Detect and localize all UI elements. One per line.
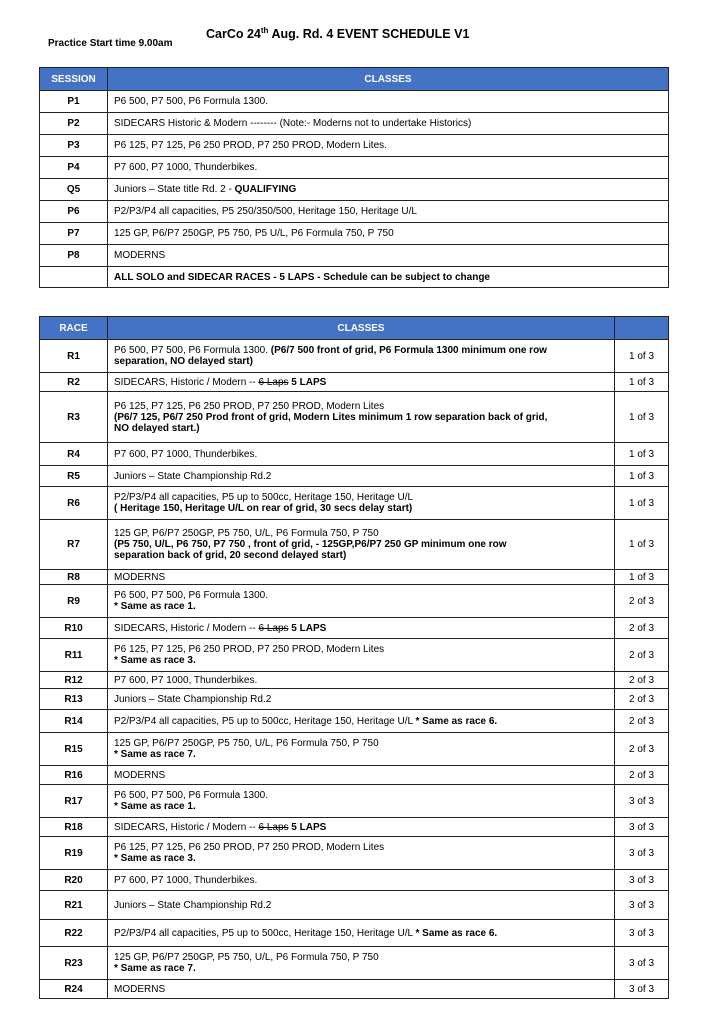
race-id: R16 [40, 766, 108, 785]
session-row [40, 223, 669, 245]
race-id: R6 [40, 487, 108, 520]
race-classes [108, 443, 615, 466]
text-segment: separation, NO delayed start) [114, 356, 253, 367]
race-id: R22 [40, 920, 108, 947]
race-row [40, 766, 669, 785]
race-id: R13 [40, 689, 108, 710]
race-row [40, 733, 669, 766]
practice-start-time: Practice Start time 9.00am [48, 38, 173, 49]
text-segment: 125 GP, P6/P7 250GP, P5 750, P5 U/L, P6 Formula 750, P 750 [114, 228, 394, 239]
text-segment: * Same as race 7. [114, 749, 196, 760]
race-round: 3 of 3 [615, 870, 669, 891]
race-round: 2 of 3 [615, 585, 669, 618]
race-round: 3 of 3 [615, 785, 669, 818]
race-classes [108, 466, 615, 487]
race-id: R19 [40, 837, 108, 870]
session-classes [108, 91, 669, 113]
text-segment: P7 600, P7 1000, Thunderbikes. [114, 674, 258, 686]
race-id: R8 [40, 570, 108, 585]
race-row [40, 818, 669, 837]
text-segment: Juniors – State Championship Rd.2 [114, 693, 272, 705]
race-round: 2 of 3 [615, 689, 669, 710]
race-round: 1 of 3 [615, 466, 669, 487]
race-classes [108, 837, 615, 870]
race-classes [108, 672, 615, 689]
race-row [40, 466, 669, 487]
text-segment: P7 600, P7 1000, Thunderbikes. [114, 162, 258, 173]
race-round: 2 of 3 [615, 639, 669, 672]
sessions-table [39, 67, 669, 288]
session-id: P6 [40, 201, 108, 223]
text-segment: Juniors – State Championship Rd.2 [114, 470, 272, 482]
session-classes [108, 113, 669, 135]
session-id: P1 [40, 91, 108, 113]
race-row [40, 487, 669, 520]
text-segment: * Same as race 6. [415, 927, 498, 939]
race-round: 2 of 3 [615, 710, 669, 733]
text-segment: * Same as race 6. [415, 715, 498, 727]
race-round: 2 of 3 [615, 733, 669, 766]
race-row [40, 392, 669, 443]
race-row [40, 639, 669, 672]
race-id: R14 [40, 710, 108, 733]
text-segment: QUALIFYING [234, 184, 297, 195]
race-classes [108, 818, 615, 837]
race-id: R7 [40, 520, 108, 570]
column-header-session: SESSION [40, 68, 108, 91]
race-round: 1 of 3 [615, 443, 669, 466]
session-id: P7 [40, 223, 108, 245]
session-id: P3 [40, 135, 108, 157]
race-round: 1 of 3 [615, 392, 669, 443]
session-row [40, 267, 669, 288]
session-id: Q5 [40, 179, 108, 201]
race-row [40, 570, 669, 585]
text-segment: 125 GP, P6/P7 250GP, P5 750, U/L, P6 Formula 750, P 750 [114, 952, 379, 963]
race-classes [108, 373, 615, 392]
race-row [40, 891, 669, 920]
text-segment: P6 125, P7 125, P6 250 PROD, P7 250 PROD, Modern Lites [114, 644, 385, 655]
session-row [40, 157, 669, 179]
text-segment: Juniors – State title Rd. 2 - [114, 184, 235, 195]
race-classes [108, 392, 615, 443]
text-segment: (P6/7 500 front of grid, P6 Formula 1300 minimum one row [270, 345, 547, 356]
race-id: R23 [40, 947, 108, 980]
text-segment: * Same as race 1. [114, 801, 196, 812]
text-segment: SIDECARS, Historic / Modern -- [114, 622, 259, 634]
race-row [40, 785, 669, 818]
race-classes [108, 766, 615, 785]
race-classes [108, 618, 615, 639]
text-segment: 5 LAPS [288, 376, 327, 388]
text-segment: P6 125, P7 125, P6 250 PROD, P7 250 PROD, Modern Lites. [114, 140, 387, 151]
text-segment: 125 GP, P6/P7 250GP, P5 750, U/L, P6 Formula 750, P 750 [114, 528, 379, 539]
column-header-race: RACE [40, 317, 108, 340]
text-segment: MODERNS [114, 571, 166, 583]
text-segment: P2/P3/P4 all capacities, P5 up to 500cc, Heritage 150, Heritage U/L [114, 927, 416, 939]
text-segment: P7 600, P7 1000, Thunderbikes. [114, 448, 258, 460]
text-segment: P2/P3/P4 all capacities, P5 250/350/500, Heritage 150, Heritage U/L [114, 206, 417, 217]
race-round: 3 of 3 [615, 947, 669, 980]
race-classes [108, 520, 615, 570]
text-segment: 6 Laps [258, 622, 289, 634]
race-id: R9 [40, 585, 108, 618]
text-segment: * Same as race 7. [114, 963, 196, 974]
session-id: P8 [40, 245, 108, 267]
race-classes [108, 920, 615, 947]
race-classes [108, 785, 615, 818]
race-classes [108, 487, 615, 520]
race-row [40, 870, 669, 891]
text-segment: 6 Laps [258, 821, 289, 833]
race-row [40, 710, 669, 733]
text-segment: ALL SOLO and SIDECAR RACES - 5 LAPS - Schedule can be subject to change [114, 271, 490, 283]
session-classes [108, 157, 669, 179]
text-segment: P6 500, P7 500, P6 Formula 1300. [114, 790, 268, 801]
race-id: R3 [40, 392, 108, 443]
race-id: R12 [40, 672, 108, 689]
race-id: R2 [40, 373, 108, 392]
race-row [40, 373, 669, 392]
races-table [39, 316, 669, 999]
text-segment: separation back of grid, 20 second delayed start) [114, 550, 347, 561]
race-row [40, 520, 669, 570]
race-row [40, 689, 669, 710]
text-segment: SIDECARS, Historic / Modern -- [114, 821, 259, 833]
race-round: 2 of 3 [615, 766, 669, 785]
race-round: 2 of 3 [615, 618, 669, 639]
race-classes [108, 639, 615, 672]
text-segment: MODERNS [114, 769, 166, 781]
session-id [40, 267, 108, 288]
text-segment: P6 500, P7 500, P6 Formula 1300. [114, 345, 271, 356]
race-row [40, 980, 669, 999]
race-id: R21 [40, 891, 108, 920]
race-round: 3 of 3 [615, 920, 669, 947]
session-row [40, 113, 669, 135]
race-row [40, 672, 669, 689]
race-round: 1 of 3 [615, 340, 669, 373]
session-classes [108, 245, 669, 267]
race-classes [108, 891, 615, 920]
race-id: R15 [40, 733, 108, 766]
race-id: R5 [40, 466, 108, 487]
race-classes [108, 710, 615, 733]
text-segment: P7 600, P7 1000, Thunderbikes. [114, 874, 258, 886]
race-round: 3 of 3 [615, 818, 669, 837]
race-round: 2 of 3 [615, 672, 669, 689]
session-id: P2 [40, 113, 108, 135]
race-row [40, 618, 669, 639]
text-segment: 125 GP, P6/P7 250GP, P5 750, U/L, P6 Formula 750, P 750 [114, 738, 379, 749]
race-round: 1 of 3 [615, 570, 669, 585]
text-segment: MODERNS [114, 250, 166, 261]
text-segment: P2/P3/P4 all capacities, P5 up to 500cc, Heritage 150, Heritage U/L [114, 492, 414, 503]
race-id: R4 [40, 443, 108, 466]
text-segment: 6 Laps [258, 376, 289, 388]
race-id: R17 [40, 785, 108, 818]
session-classes [108, 201, 669, 223]
column-header-round [615, 317, 669, 340]
race-classes [108, 689, 615, 710]
text-segment: NO delayed start.) [114, 422, 200, 434]
race-row [40, 340, 669, 373]
session-row [40, 201, 669, 223]
race-id: R11 [40, 639, 108, 672]
text-segment: SIDECARS Historic & Modern -------- (Note:- Moderns not to undertake Historics) [114, 118, 472, 129]
text-segment: MODERNS [114, 983, 166, 995]
race-classes [108, 733, 615, 766]
race-row [40, 443, 669, 466]
race-round: 1 of 3 [615, 487, 669, 520]
race-round: 3 of 3 [615, 837, 669, 870]
race-classes [108, 585, 615, 618]
text-segment: SIDECARS, Historic / Modern -- [114, 376, 259, 388]
race-classes [108, 947, 615, 980]
session-classes [108, 135, 669, 157]
session-id: P4 [40, 157, 108, 179]
session-row [40, 91, 669, 113]
text-segment: P2/P3/P4 all capacities, P5 up to 500cc, Heritage 150, Heritage U/L [114, 715, 416, 727]
race-classes [108, 870, 615, 891]
race-id: R1 [40, 340, 108, 373]
text-segment: P6 500, P7 500, P6 Formula 1300. [114, 590, 268, 601]
race-row [40, 837, 669, 870]
race-id: R24 [40, 980, 108, 999]
race-id: R18 [40, 818, 108, 837]
text-segment: P6 125, P7 125, P6 250 PROD, P7 250 PROD, Modern Lites [114, 842, 385, 853]
race-round: 3 of 3 [615, 980, 669, 999]
text-segment: ( Heritage 150, Heritage U/L on rear of grid, 30 secs delay start) [114, 503, 413, 514]
race-row [40, 947, 669, 980]
text-segment: * Same as race 3. [114, 853, 196, 864]
column-header-classes: CLASSES [108, 317, 615, 340]
session-classes [108, 267, 669, 288]
session-classes [108, 223, 669, 245]
text-segment: * Same as race 1. [114, 601, 196, 612]
race-classes [108, 980, 615, 999]
race-row [40, 920, 669, 947]
session-row [40, 245, 669, 267]
session-classes [108, 179, 669, 201]
text-segment: Juniors – State Championship Rd.2 [114, 899, 272, 911]
page-title: CarCo 24th Aug. Rd. 4 EVENT SCHEDULE V1 [206, 26, 470, 42]
column-header-classes: CLASSES [108, 68, 669, 91]
race-row [40, 585, 669, 618]
text-segment: * Same as race 3. [114, 655, 196, 666]
text-segment: (P5 750, U/L, P6 750, P7 750 , front of grid, - 125GP,P6/P7 250 GP minimum one row [114, 539, 507, 550]
text-segment: P6 125, P7 125, P6 250 PROD, P7 250 PROD, Modern Lites [114, 400, 385, 412]
race-round: 1 of 3 [615, 520, 669, 570]
text-segment: (P6/7 125, P6/7 250 Prod front of grid, Modern Lites minimum 1 row separation back of grid, [114, 411, 548, 423]
session-row [40, 179, 669, 201]
race-classes [108, 340, 615, 373]
race-classes [108, 570, 615, 585]
race-round: 1 of 3 [615, 373, 669, 392]
text-segment: P6 500, P7 500, P6 Formula 1300. [114, 96, 268, 107]
text-segment: 5 LAPS [288, 821, 327, 833]
race-id: R10 [40, 618, 108, 639]
race-id: R20 [40, 870, 108, 891]
text-segment: 5 LAPS [288, 622, 327, 634]
session-row [40, 135, 669, 157]
race-round: 3 of 3 [615, 891, 669, 920]
